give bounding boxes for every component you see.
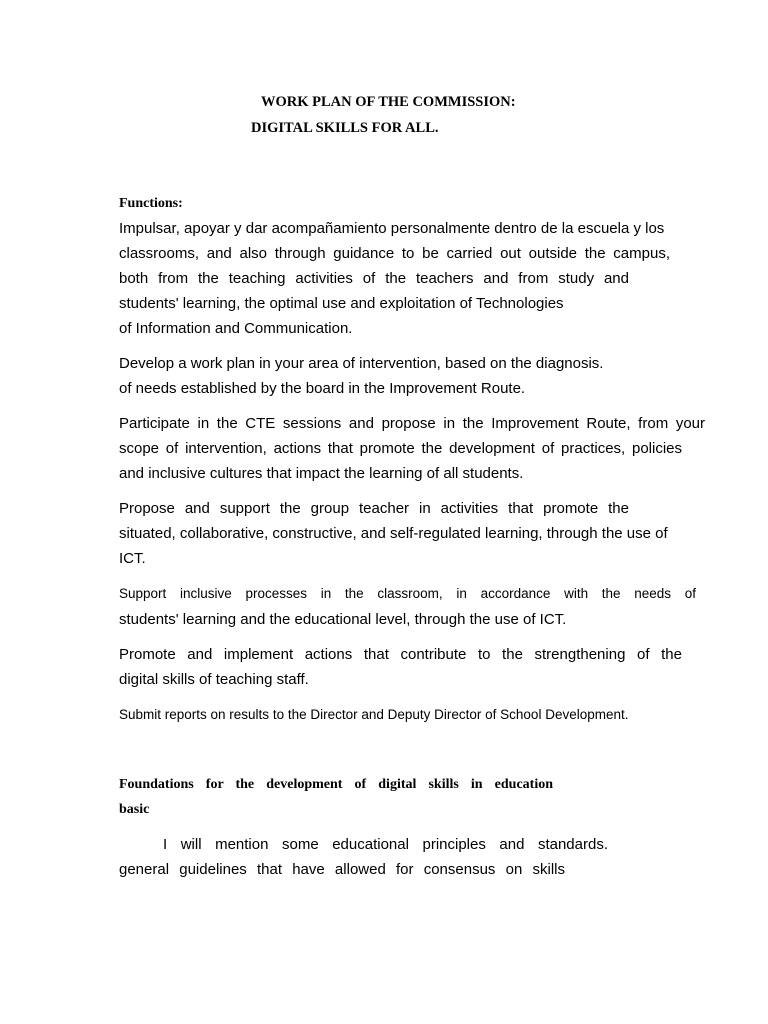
paragraph-line: of Information and Communication. [119, 320, 353, 337]
paragraph-line: Promote and implement actions that contribute to the strengthening of the [119, 646, 682, 663]
paragraph-line: Support inclusive processes in the classroom, in accordance with the needs of [119, 586, 696, 601]
paragraph-line: Participate in the CTE sessions and propose in the Improvement Route, from your [119, 415, 705, 432]
paragraph-line: students' learning, the optimal use and exploitation of Technologies [119, 295, 564, 312]
document-title-line-1: WORK PLAN OF THE COMMISSION: [261, 94, 516, 110]
paragraph-line: and inclusive cultures that impact the learning of all students. [119, 465, 524, 482]
paragraph-line: both from the teaching activities of the teachers and from study and [119, 270, 629, 287]
paragraph-line: classrooms, and also through guidance to be carried out outside the campus, [119, 245, 670, 262]
paragraph-line: Develop a work plan in your area of intervention, based on the diagnosis. [119, 355, 604, 372]
paragraph-line: of needs established by the board in the Improvement Route. [119, 380, 526, 397]
paragraph-line: Submit reports on results to the Director and Deputy Director of School Development. [119, 707, 629, 722]
closing-line-1: I will mention some educational principles and standards. [163, 836, 608, 853]
paragraph-line: digital skills of teaching staff. [119, 671, 309, 688]
paragraph-line: situated, collaborative, constructive, and self-regulated learning, through the use of [119, 525, 668, 542]
closing-line-2: general guidelines that have allowed for consensus on skills [119, 861, 565, 878]
paragraph-line: Impulsar, apoyar y dar acompañamiento personalmente dentro de la escuela y los [119, 220, 665, 237]
paragraph-line: students' learning and the educational level, through the use of ICT. [119, 611, 567, 628]
paragraph-line: scope of intervention, actions that promote the development of practices, policies [119, 440, 682, 457]
document-title-line-2: DIGITAL SKILLS FOR ALL. [251, 120, 439, 136]
paragraph-line: Propose and support the group teacher in activities that promote the [119, 500, 629, 517]
foundations-heading-line-2: basic [119, 802, 150, 817]
functions-heading: Functions: [119, 196, 183, 211]
foundations-heading-line-1: Foundations for the development of digital skills in education [119, 777, 553, 792]
paragraph-line: ICT. [119, 550, 146, 567]
